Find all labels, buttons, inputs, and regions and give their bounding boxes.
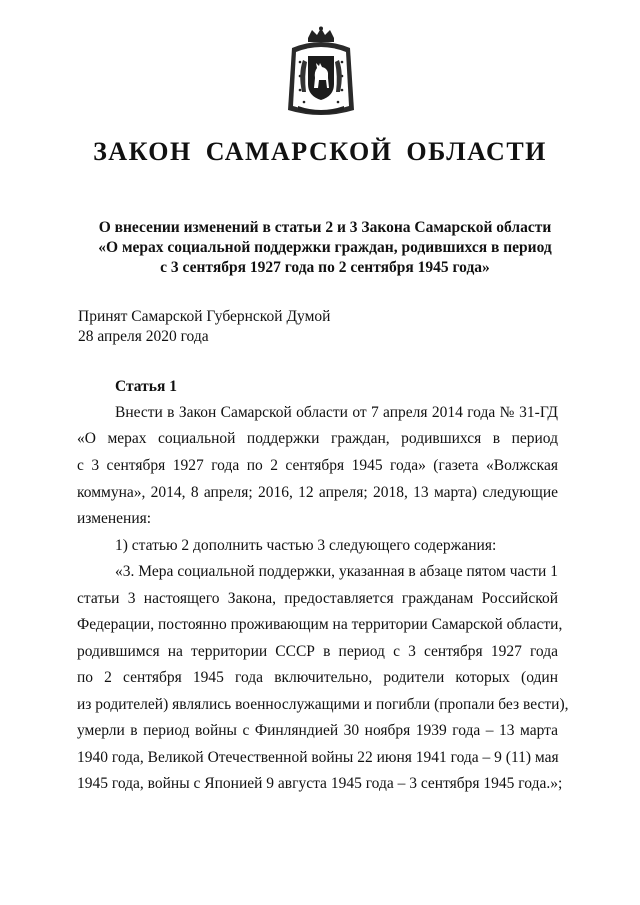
paragraph-line: Внести в Закон Самарской области от 7 апреля 2014 года № 31-ГД [115, 404, 558, 421]
adoption-body: Принят Самарской Губернской Думой [78, 308, 331, 325]
quote-line: умерли в период войны с Финляндией 30 ноября 1939 года – 13 марта [77, 722, 558, 739]
quote-line: «3. Мера социальной поддержки, указанная в абзаце пятом части 1 [115, 563, 558, 580]
paragraph-line: с 3 сентября 1927 года по 2 сентября 1945 года» (газета «Волжская [77, 457, 558, 474]
subtitle-line: О внесении изменений в статьи 2 и 3 Закона Самарской области [98, 219, 552, 236]
subtitle-line: «О мерах социальной поддержки граждан, родившихся в период [98, 239, 552, 256]
subtitle-line: с 3 сентября 1927 года по 2 сентября 1945 года» [160, 259, 490, 276]
coat-of-arms-icon [284, 26, 358, 120]
paragraph-line: коммуна», 2014, 8 апреля; 2016, 12 апреля; 2018, 13 марта) следующие [77, 484, 558, 501]
adoption-date: 28 апреля 2020 года [78, 328, 209, 345]
quote-line: по 2 сентября 1945 года включительно, родители которых (один [77, 669, 558, 686]
law-subtitle [60, 218, 590, 278]
quote-line: Федерации, постоянно проживающим на территории Самарской области, [77, 616, 563, 633]
quote-line: родившимся на территории СССР в период с 3 сентября 1927 года [77, 643, 558, 660]
quote-line: статьи 3 настоящего Закона, предоставляется гражданам Российской [77, 590, 558, 607]
quote-line: 1945 года, войны с Японией 9 августа 1945 года – 3 сентября 1945 года.»; [77, 775, 563, 792]
list-item: 1) статью 2 дополнить частью 3 следующего содержания: [115, 537, 497, 554]
quote-line: из родителей) являлись военнослужащими и погибли (пропали без вести), [77, 696, 569, 713]
paragraph-line: «О мерах социальной поддержки граждан, родившихся в период [77, 430, 558, 447]
adoption-info [78, 307, 330, 347]
article-heading: Статья 1 [115, 378, 177, 395]
law-title: ЗАКОН САМАРСКОЙ ОБЛАСТИ [93, 137, 547, 166]
paragraph-line: изменения: [77, 510, 152, 527]
quote-line: 1940 года, Великой Отечественной войны 22 июня 1941 года – 9 (11) мая [77, 749, 559, 766]
